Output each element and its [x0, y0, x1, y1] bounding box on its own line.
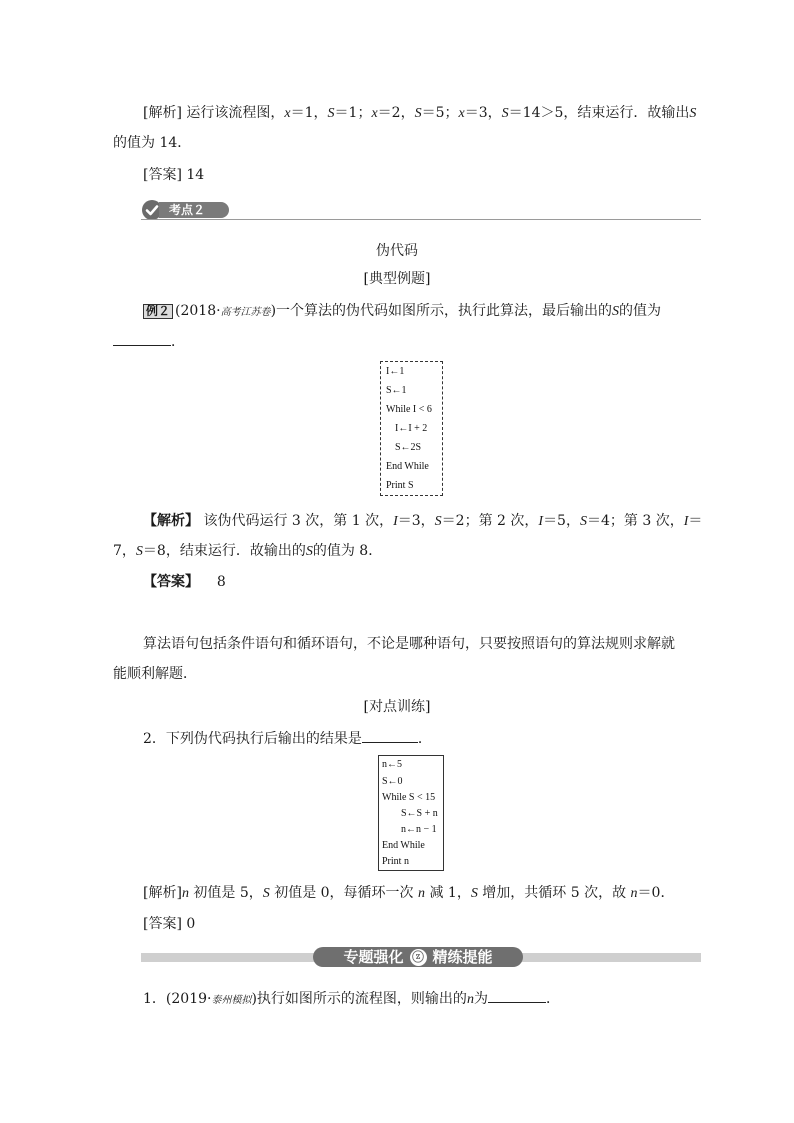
answer-1: [答案] 14 — [143, 167, 205, 183]
answer-3: [答案] 0 — [143, 916, 196, 932]
answer-2: 【答案】 8 — [143, 574, 226, 590]
code-line: End While — [386, 461, 429, 472]
banner-z-icon: ⓩ — [410, 949, 427, 966]
example-2-line-1: 例２ (2018·高考江苏卷)一个算法的伪代码如图所示，执行此算法，最后输出的S的值为 — [143, 302, 661, 322]
code-line: Print n — [382, 856, 409, 867]
question-2: 2．下列伪代码执行后输出的结果是 ． — [143, 731, 432, 747]
code-line: I←I + 2 — [395, 423, 428, 434]
code-line: S←S + n — [401, 808, 438, 819]
example-2-line-2: ． — [113, 333, 185, 351]
example-badge: 例２ — [143, 304, 173, 319]
pseudocode-box-2 — [378, 755, 444, 871]
answer-blank — [362, 730, 418, 743]
analysis-1-line-1: [解析] 运行该流程图，x＝1，S＝1；x＝2，S＝5；x＝3，S＝14＞5，结束运行．故输出S — [143, 105, 697, 121]
practice-title: [对点训练] — [363, 699, 431, 715]
code-line: End While — [382, 840, 425, 851]
kaodian-badge — [141, 199, 229, 221]
kaodian-label: 考点２ — [159, 202, 229, 218]
answer-blank — [488, 990, 546, 1003]
question-1: 1．(2019·泰州模拟)执行如图所示的流程图，则输出的n为 ． — [143, 991, 560, 1007]
section-divider — [141, 219, 701, 220]
pseudocode-box-1 — [380, 361, 443, 496]
code-line: S←0 — [382, 776, 403, 787]
sub-title: [典型例题] — [363, 271, 431, 287]
analysis-2-line-1: 【解析】 该伪代码运行 3 次，第 1 次，I＝3，S＝2；第 2 次，I＝5，S＝4；第 3 次，I＝ — [143, 513, 703, 529]
note-line-1: 算法语句包括条件语句和循环语句，不论是哪种语句，只要按照语句的算法规则求解就 — [143, 636, 675, 652]
code-line: While I < 6 — [386, 404, 432, 415]
note-line-2: 能顺利解题． — [113, 666, 197, 682]
code-line: While S < 15 — [382, 792, 436, 803]
code-line: Print S — [386, 480, 414, 491]
banner-pill: 专题强化 ⓩ 精练提能 — [313, 947, 523, 967]
section-title: 伪代码 — [376, 243, 418, 259]
analysis-2-line-2: 7，S＝8，结束运行．故输出的S的值为 8． — [113, 543, 383, 559]
answer-blank — [113, 333, 171, 346]
topic-banner — [141, 947, 701, 967]
code-line: n←5 — [382, 759, 402, 770]
code-line: S←1 — [386, 385, 407, 396]
analysis-3: [解析]n 初值是 5，S 初值是 0，每循环一次 n 减 1，S 增加，共循环 5 次，故 n＝0． — [143, 885, 675, 901]
analysis-1-line-2: 的值为 14． — [113, 135, 192, 151]
code-line: n←n − 1 — [401, 824, 437, 835]
code-line: S←2S — [395, 442, 422, 453]
code-line: I←1 — [386, 366, 405, 377]
